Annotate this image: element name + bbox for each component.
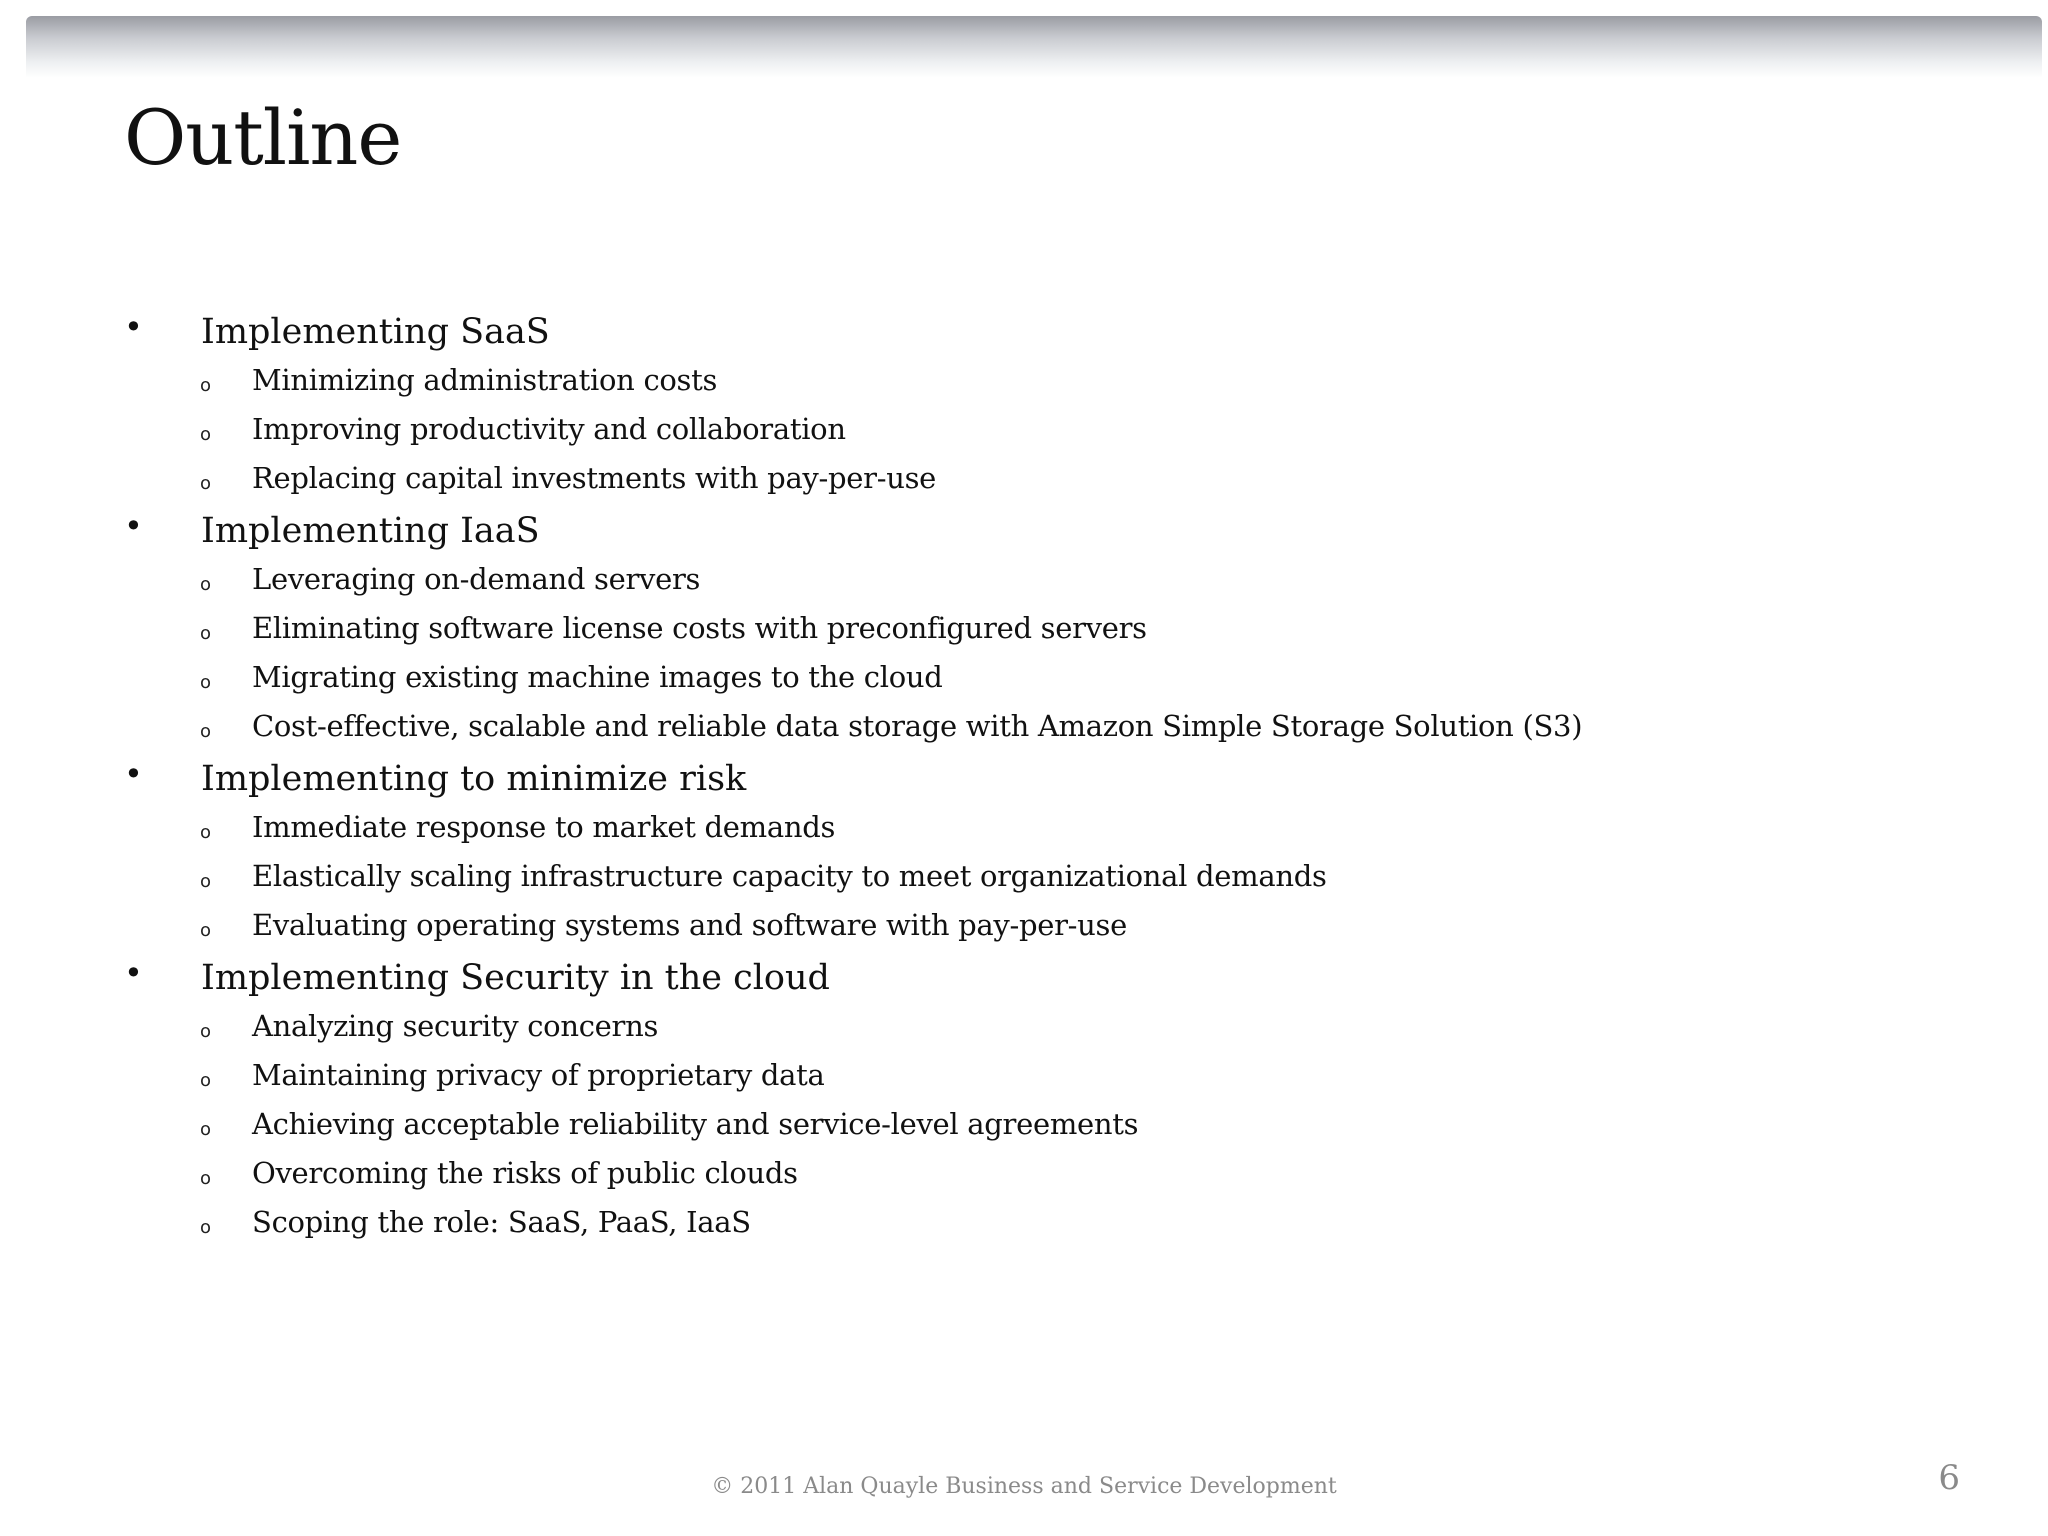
outline-subitem-row — [0, 357, 2048, 406]
footer-copyright: © 2011 Alan Quayle Business and Service Development — [711, 1474, 1337, 1499]
bullet-circle-icon: o — [200, 1168, 212, 1189]
bullet-circle-icon: o — [200, 424, 212, 445]
bullet-dot-icon: • — [124, 954, 143, 992]
outline-subitem-text: Eliminating software license costs with preconfigured servers — [252, 611, 1147, 645]
outline-subitem-row — [0, 1101, 2048, 1150]
page-number: 6 — [1938, 1458, 1960, 1498]
outline-subitem-row — [0, 455, 2048, 504]
bullet-circle-icon: o — [200, 1119, 212, 1140]
outline-subitem-text: Leveraging on-demand servers — [252, 562, 701, 596]
outline-list — [0, 305, 2048, 1248]
outline-heading-row — [0, 305, 2048, 357]
outline-subitem-text: Elastically scaling infrastructure capacity to meet organizational demands — [252, 859, 1327, 893]
outline-subitem-text: Immediate response to market demands — [252, 810, 836, 844]
outline-heading-text: Implementing IaaS — [201, 511, 540, 551]
outline-section — [0, 951, 2048, 1248]
outline-subitem-row — [0, 1003, 2048, 1052]
outline-subitem-row — [0, 605, 2048, 654]
bullet-circle-icon: o — [200, 822, 212, 843]
outline-heading-text: Implementing Security in the cloud — [201, 958, 830, 998]
outline-subitem-text: Minimizing administration costs — [252, 363, 718, 397]
outline-subitem-row — [0, 902, 2048, 951]
outline-subitem-row — [0, 853, 2048, 902]
slide-title: Outline — [124, 93, 402, 182]
outline-subitem-text: Achieving acceptable reliability and service-level agreements — [252, 1107, 1139, 1141]
bullet-circle-icon: o — [200, 1021, 212, 1042]
outline-subitem-row — [0, 556, 2048, 605]
outline-subitem-row — [0, 804, 2048, 853]
outline-subitem-text: Replacing capital investments with pay-per-use — [252, 461, 937, 495]
outline-subitem-row — [0, 406, 2048, 455]
outline-subitem-text: Migrating existing machine images to the cloud — [252, 660, 943, 694]
outline-subitem-text: Evaluating operating systems and software with pay-per-use — [252, 908, 1127, 942]
bullet-circle-icon: o — [200, 375, 212, 396]
bullet-dot-icon: • — [124, 755, 143, 793]
outline-heading-row — [0, 504, 2048, 556]
outline-subitem-row — [0, 654, 2048, 703]
bullet-dot-icon: • — [124, 507, 143, 545]
outline-section — [0, 305, 2048, 504]
bullet-circle-icon: o — [200, 1217, 212, 1238]
outline-subitem-text: Improving productivity and collaboration — [252, 412, 846, 446]
bullet-circle-icon: o — [200, 920, 212, 941]
bullet-circle-icon: o — [200, 574, 212, 595]
header-gradient-bar — [26, 16, 2042, 78]
bullet-circle-icon: o — [200, 473, 212, 494]
outline-subitem-text: Cost-effective, scalable and reliable data storage with Amazon Simple Storage Solution (S3) — [252, 709, 1583, 743]
bullet-circle-icon: o — [200, 623, 212, 644]
outline-subitem-text: Maintaining privacy of proprietary data — [252, 1058, 825, 1092]
outline-subitem-text: Overcoming the risks of public clouds — [252, 1156, 798, 1190]
bullet-circle-icon: o — [200, 1070, 212, 1091]
outline-subitem-row — [0, 1199, 2048, 1248]
outline-section — [0, 752, 2048, 951]
bullet-circle-icon: o — [200, 721, 212, 742]
outline-section — [0, 504, 2048, 752]
outline-subitem-text: Analyzing security concerns — [252, 1009, 659, 1043]
bullet-circle-icon: o — [200, 871, 212, 892]
outline-heading-text: Implementing to minimize risk — [201, 759, 747, 799]
bullet-circle-icon: o — [200, 672, 212, 693]
outline-subitem-row — [0, 1052, 2048, 1101]
outline-heading-row — [0, 752, 2048, 804]
outline-subitem-text: Scoping the role: SaaS, PaaS, IaaS — [252, 1205, 751, 1239]
outline-subitem-row — [0, 1150, 2048, 1199]
outline-heading-text: Implementing SaaS — [201, 312, 550, 352]
outline-subitem-row — [0, 703, 2048, 752]
bullet-dot-icon: • — [124, 308, 143, 346]
outline-heading-row — [0, 951, 2048, 1003]
